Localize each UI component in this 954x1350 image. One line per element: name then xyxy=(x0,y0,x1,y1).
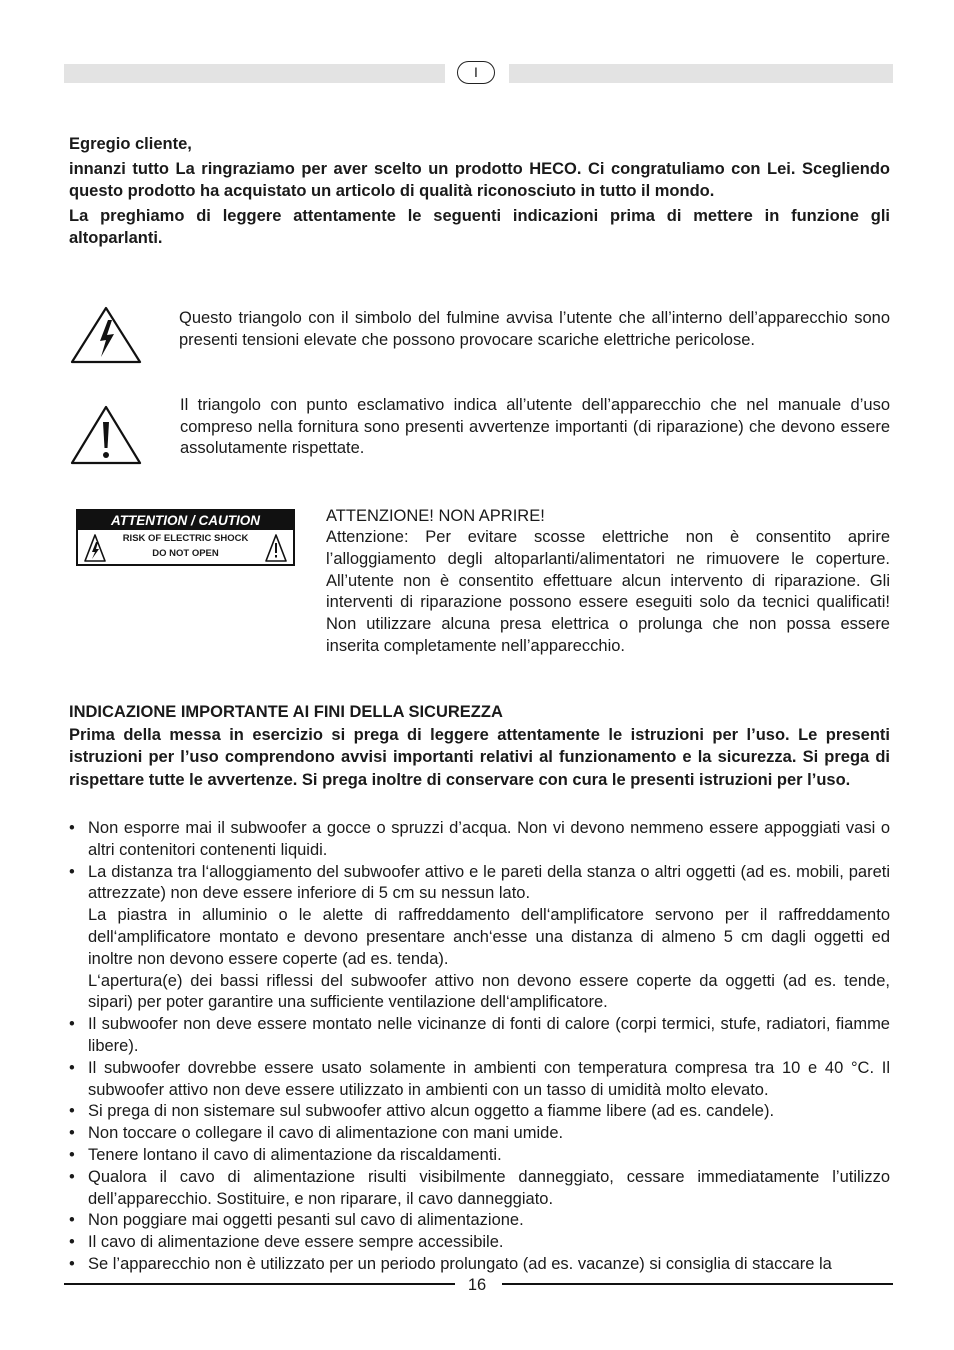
language-badge: I xyxy=(457,61,495,84)
list-item: • Tenere lontano il cavo di alimentazione da riscaldamenti. xyxy=(69,1145,890,1167)
footer-rule-right xyxy=(502,1283,893,1285)
list-item: • Non toccare o collegare il cavo di alimentazione con mani umide. xyxy=(69,1123,890,1145)
caution-body: Attenzione: Per evitare scosse elettriche non è consentito aprire l’alloggiamento degli altoparlanti/alimentatori ne rimuovere le coperture. All’utente non è consentito effettuare alcun intervento di riparazione. Gli interventi di riparazione possono essere eseguiti solo da tecnici qualificati! Non utilizzare alcuna presa elettrica o prolunga che non possa essere inserita completamente nell’apparecchio. xyxy=(326,528,890,655)
caution-label-header: ATTENTION / CAUTION xyxy=(78,511,293,530)
list-item: • Il subwoofer dovrebbe essere usato solamente in ambienti con temperatura compresa tra 10 e 40 °C. Il subwoofer attivo non deve essere utilizzato in ambienti con un tasso di umidità molto elevato. xyxy=(69,1058,890,1102)
list-item: • Se l’apparecchio non è utilizzato per un periodo prolungato (ad es. vacanze) si consiglia di staccare la xyxy=(69,1254,890,1276)
small-exclamation-icon xyxy=(265,533,287,563)
footer-rule-left xyxy=(64,1283,455,1285)
lightning-description: Questo triangolo con il simbolo del fulmine avvisa l’utente che all’interno dell’apparecchio sono presenti tensioni elevate che possono provocare scariche elettriche pericolose. xyxy=(179,309,890,349)
list-item: • Il cavo di alimentazione deve essere sempre accessibile. xyxy=(69,1232,890,1254)
safety-intro: Prima della messa in esercizio si prega di leggere attentamente le istruzioni per l’uso. Le presenti istruzioni per l’uso comprendono avvisi importanti relativi al funzionamento e la sicurezza. Si prega di rispettare tutte le avvertenze. Si prega inoltre di conservare con cura le presenti istruzioni per l’uso. xyxy=(69,726,890,789)
exclamation-warning-icon xyxy=(70,404,142,466)
list-item: • Non esporre mai il subwoofer a gocce o spruzzi d’acqua. Non vi devono nemmeno essere appoggiati vasi o altri contenitori contenenti liquidi. xyxy=(69,818,890,862)
caution-heading: ATTENZIONE! NON APRIRE! xyxy=(326,507,545,525)
list-item: • La distanza tra l‘alloggiamento del subwoofer attivo e le pareti della stanza o altri oggetti (ad es. mobili, pareti attrezzate) non deve essere inferiore di 5 cm su nessun lato. La piastra in alluminio o le alette di raffreddamento dell‘amplificatore servono per il raffreddamento dell‘amplificatore montato e devono presentare anch‘esse una distanza di almeno 5 cm dagli oggetti ed inoltre non devono essere coperte (ad es. tenda). L‘apertura(e) dei bassi riflessi del subwoofer attivo non devono essere coperte da oggetti (ad es. tende, sipari) per poter garantire una sufficiente ventilazione dell‘amplificatore. xyxy=(69,862,890,1015)
list-item: • Si prega di non sistemare sul subwoofer attivo alcun oggetto a fiamme libere (ad es. candele). xyxy=(69,1101,890,1123)
caution-label xyxy=(76,509,295,566)
intro-paragraph-1: innanzi tutto La ringraziamo per aver scelto un prodotto HECO. Ci congratuliamo con Lei. Scegliendo questo prodotto ha acquistato un articolo di qualità riconosciuto in tutto il mondo. xyxy=(69,160,890,200)
list-item: • Non poggiare mai oggetti pesanti sul cavo di alimentazione. xyxy=(69,1210,890,1232)
list-item: • Il subwoofer non deve essere montato nelle vicinanze di fonti di calore (corpi termici, stufe, radiatori, fiamme libere). xyxy=(69,1014,890,1058)
page-number: 16 xyxy=(467,1276,487,1294)
caution-label-line-1: RISK OF ELECTRIC SHOCK xyxy=(122,533,249,544)
caution-label-line-2: DO NOT OPEN xyxy=(152,548,219,559)
safety-bullet-list xyxy=(69,818,890,1276)
intro-paragraph-2: La preghiamo di leggere attentamente le seguenti indicazioni prima di mettere in funzione gli altoparlanti. xyxy=(69,207,890,247)
lightning-warning-icon xyxy=(70,305,142,365)
small-lightning-icon xyxy=(84,533,106,563)
list-item: • Qualora il cavo di alimentazione risulti visibilmente danneggiato, cessare immediatamente l’utilizzo dell’apparecchio. Sostituire, e non riparare, il cavo danneggiato. xyxy=(69,1167,890,1211)
exclamation-description: Il triangolo con punto esclamativo indica all’utente dell’apparecchio che nel manuale d’uso compreso nella fornitura sono presenti avvertenze importanti (di riparazione) che devono essere assolutamente rispettate. xyxy=(180,396,890,457)
safety-heading: INDICAZIONE IMPORTANTE AI FINI DELLA SICUREZZA xyxy=(69,703,503,721)
greeting: Egregio cliente, xyxy=(69,135,192,153)
